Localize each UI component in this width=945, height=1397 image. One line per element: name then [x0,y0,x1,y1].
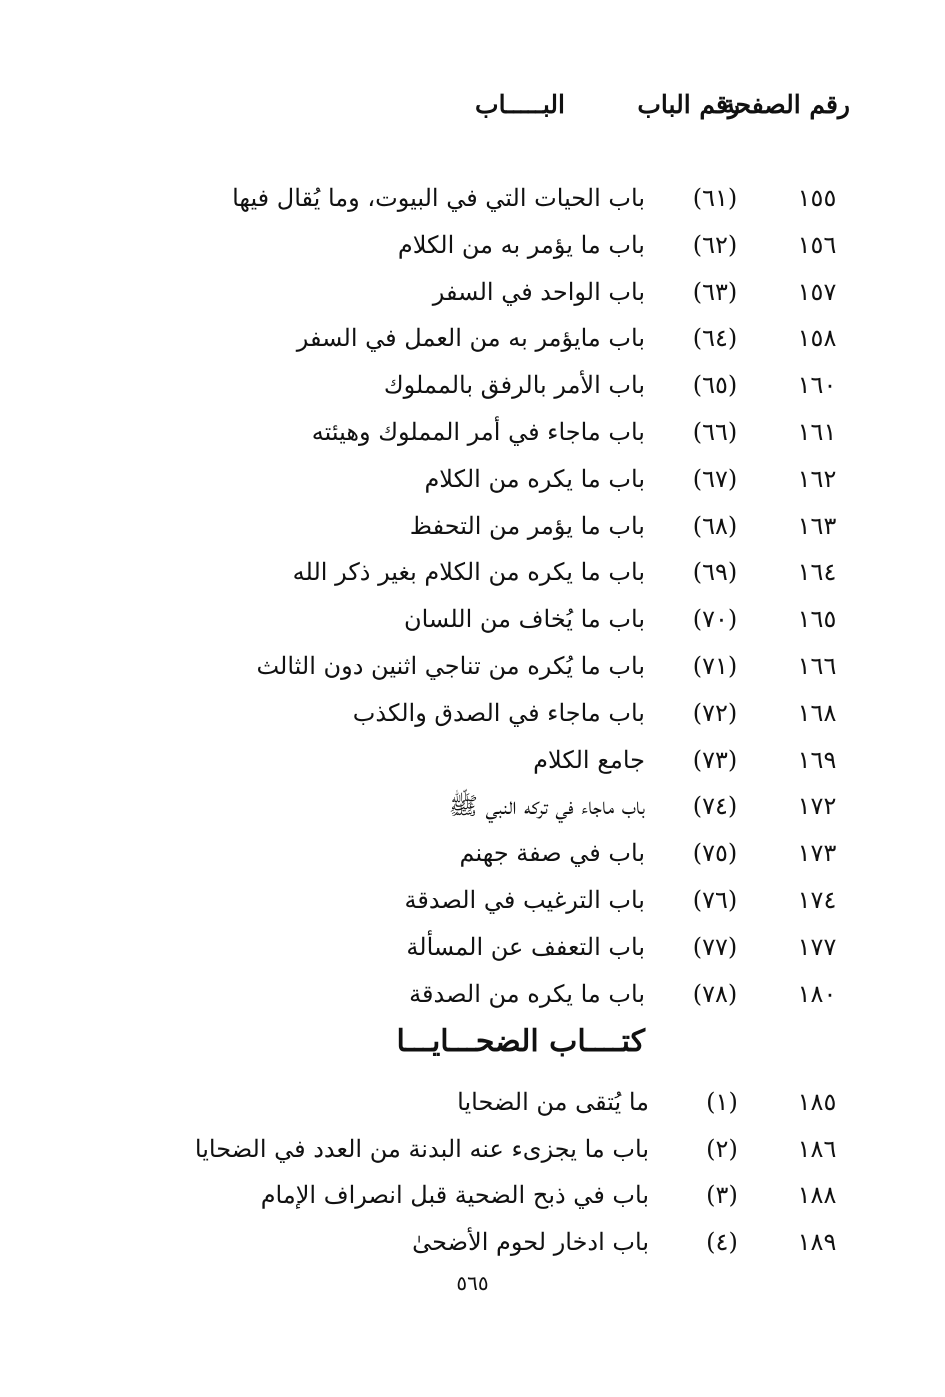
entry-page-number: ١٥٧ [797,277,837,306]
entry-title: باب ما يجزىء عنه البدنة من العدد في الضحايا [194,1134,649,1163]
entry-chapter-number: (٦٤) [692,324,738,353]
entry-title: ما يُتقى من الضحايا [457,1088,649,1116]
chapter-title-column-header: البـــــاب [475,90,565,119]
entry-chapter-number: (٦٩) [692,558,738,587]
entry-chapter-number: (٤) [706,1227,738,1256]
entry-chapter-number: (١) [706,1088,738,1116]
entry-chapter-number: (٧١) [692,652,738,680]
entry-chapter-number: (٧٤) [692,792,738,821]
index-entry [0,318,945,358]
entry-title: باب ماجاء في الصدق والكذب [352,698,645,727]
page-number: ٥٦٥ [456,1271,489,1295]
entry-chapter-number: (٧٠) [692,605,738,634]
entry-title: باب ما يُخاف من اللسان [403,605,645,634]
section-heading: كتــــاب الضحـــايـــا [396,1024,645,1059]
entry-chapter-number: (٧٦) [692,886,738,914]
index-entry [0,599,945,639]
entry-title: باب الحيات التي في البيوت، وما يُقال فيها [232,184,645,212]
entry-chapter-number: (٣) [706,1181,738,1209]
index-entry [0,365,945,405]
entry-title: باب ما يُكره من تناجي اثنين دون الثالث [256,652,645,680]
entry-title: باب ما يؤمر به من الكلام [397,230,645,259]
entry-title: جامع الكلام [533,745,645,774]
index-entry [0,1082,945,1122]
entry-chapter-number: (٦٣) [692,277,738,306]
index-entry [0,974,945,1014]
entry-title: باب ماجاء في تركه النبي ﷺ [448,792,645,821]
entry-page-number: ١٦٤ [797,558,837,587]
entry-title: باب الترغيب في الصدقة [404,886,645,914]
entry-page-number: ١٦٥ [797,605,837,634]
entry-title: باب الواحد في السفر [432,277,645,306]
entry-page-number: ١٧٤ [797,886,837,914]
entry-chapter-number: (٦٦) [692,418,738,446]
entry-chapter-number: (٦١) [692,184,738,212]
entry-page-number: ١٨٩ [797,1227,837,1256]
index-entry [0,833,945,873]
entry-page-number: ١٨٨ [797,1181,837,1209]
entry-page-number: ١٥٦ [797,230,837,259]
entry-page-number: ١٨٥ [797,1088,837,1116]
index-entry [0,1129,945,1169]
entry-title: باب ادخار لحوم الأضحىٰ [412,1227,649,1256]
index-entry [0,646,945,686]
index-entry [0,1175,945,1215]
index-entry [0,225,945,265]
entry-chapter-number: (٧٧) [692,932,738,961]
entry-title: باب ما يكره من الكلام بغير ذكر الله [292,558,645,587]
entry-page-number: ١٧٢ [797,792,837,821]
page-number-column-header: رقم الصفحة [722,90,850,119]
entry-page-number: ١٦٢ [797,464,837,493]
entry-chapter-number: (٧٢) [692,698,738,727]
entry-page-number: ١٦٦ [797,652,837,680]
entry-title: باب ما يكره من الكلام [424,464,645,493]
entry-page-number: ١٦٨ [797,698,837,727]
entry-title: باب في صفة جهنم [459,839,645,868]
entry-title: باب في ذبح الضحية قبل انصراف الإمام [260,1181,649,1209]
index-entry [0,880,945,920]
index-entry [0,412,945,452]
index-entry [0,927,945,967]
entry-chapter-number: (٧٨) [692,979,738,1008]
entry-page-number: ١٦١ [797,418,837,446]
index-entry [0,552,945,592]
entry-page-number: ١٨٦ [797,1134,837,1163]
index-entry [0,740,945,780]
index-entry [0,506,945,546]
index-entry [0,693,945,733]
entry-page-number: ١٧٧ [797,932,837,961]
entry-chapter-number: (٧٥) [692,839,738,868]
entry-title: باب مايؤمر به من العمل في السفر [296,324,645,353]
entry-page-number: ١٦٠ [797,371,837,400]
index-entry [0,1222,945,1262]
entry-chapter-number: (٦٧) [692,464,738,493]
entry-title: باب ماجاء في أمر المملوك وهيئته [311,418,645,446]
index-entry [0,786,945,826]
entry-page-number: ١٦٣ [797,511,837,540]
entry-chapter-number: (٦٥) [692,371,738,400]
entry-page-number: ١٧٣ [797,839,837,868]
entry-chapter-number: (٢) [706,1134,738,1163]
entry-title: باب ما يكره من الصدقة [409,979,645,1008]
index-entry [0,459,945,499]
entry-title: باب ما يؤمر من التحفظ [409,511,645,540]
entry-page-number: ١٥٨ [797,324,837,353]
entry-chapter-number: (٦٨) [692,511,738,540]
entry-title: باب الأمر بالرفق بالمملوك [383,371,645,400]
index-entry [0,178,945,218]
entry-title: باب التعفف عن المسألة [406,932,645,961]
entry-chapter-number: (٦٢) [692,230,738,259]
entry-chapter-number: (٧٣) [692,745,738,774]
chapter-number-column-header: رقم الباب [637,90,740,119]
entry-page-number: ١٥٥ [797,184,837,212]
index-entry [0,272,945,312]
entry-page-number: ١٦٩ [797,745,837,774]
entry-page-number: ١٨٠ [797,979,837,1008]
